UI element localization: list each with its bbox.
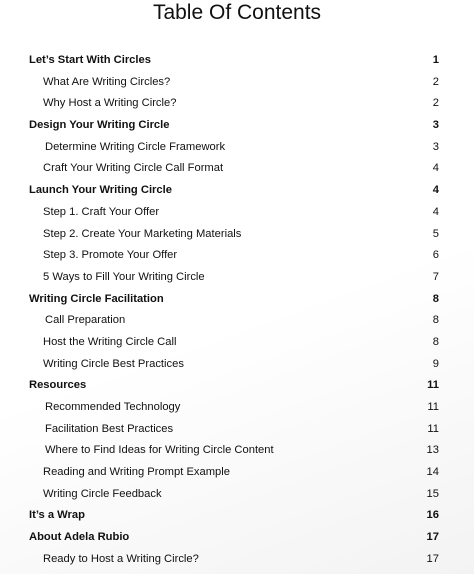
toc-page-number: 8 — [432, 314, 439, 327]
toc-subentry[interactable] — [0, 484, 474, 506]
toc-entry-label: Determine Writing Circle Framework — [45, 140, 226, 153]
toc-entry-label: Host the Writing Circle Call — [43, 335, 177, 348]
toc-entry-label: Reading and Writing Prompt Example — [43, 466, 230, 479]
toc-page-number: 15 — [426, 487, 439, 500]
toc-entry-label: Writing Circle Best Practices — [43, 357, 184, 370]
toc-section-entry[interactable] — [0, 115, 474, 137]
toc-page-number: 2 — [432, 97, 439, 110]
toc-page-number: 11 — [427, 401, 439, 413]
toc-entry-label: Call Preparation — [45, 314, 126, 327]
table-of-contents — [0, 50, 474, 571]
toc-page-number: 1 — [432, 54, 439, 66]
toc-page-number: 5 — [432, 227, 439, 240]
toc-entry-label: Resources — [29, 379, 87, 392]
toc-section-entry[interactable] — [0, 527, 474, 549]
toc-page-number: 11 — [427, 422, 439, 435]
toc-subentry[interactable] — [0, 267, 474, 289]
toc-section-entry[interactable] — [0, 289, 474, 311]
toc-subentry[interactable] — [0, 72, 474, 94]
toc-page-number: 6 — [432, 249, 439, 262]
toc-page-number: 4 — [432, 205, 439, 218]
toc-subentry[interactable] — [0, 93, 474, 115]
toc-entry-label: What Are Writing Circles? — [43, 75, 171, 88]
toc-page-number: 14 — [426, 466, 439, 479]
toc-subentry[interactable] — [0, 419, 474, 441]
toc-page-number: 3 — [432, 119, 439, 132]
toc-page-number: 7 — [432, 270, 439, 283]
toc-entry-label: Step 2. Create Your Marketing Materials — [43, 227, 242, 240]
toc-entry-label: Facilitation Best Practices — [45, 422, 174, 435]
toc-entry-label: About Adela Rubio — [29, 531, 130, 544]
toc-page-number: 9 — [432, 357, 439, 370]
toc-entry-label: Writing Circle Facilitation — [29, 292, 164, 305]
toc-section-entry[interactable] — [0, 375, 474, 397]
toc-entry-label: Writing Circle Feedback — [43, 487, 162, 500]
toc-entry-label: Step 3. Promote Your Offer — [43, 249, 178, 262]
toc-entry-label: Launch Your Writing Circle — [29, 184, 172, 197]
toc-subentry[interactable] — [0, 137, 474, 159]
toc-page-number: 8 — [432, 292, 439, 305]
toc-subentry[interactable] — [0, 224, 474, 246]
toc-page-number: 4 — [432, 162, 439, 175]
toc-page-number: 17 — [426, 552, 439, 565]
toc-page-number: 13 — [426, 444, 439, 457]
toc-entry-label: Design Your Writing Circle — [29, 119, 170, 132]
toc-page-number: 3 — [432, 140, 439, 153]
toc-page-number: 2 — [432, 75, 439, 88]
toc-page-number: 8 — [432, 335, 439, 348]
toc-entry-label: Where to Find Ideas for Writing Circle Content — [45, 444, 274, 457]
toc-subentry[interactable] — [0, 332, 474, 354]
toc-subentry[interactable] — [0, 245, 474, 267]
toc-page-number: 16 — [426, 509, 439, 522]
toc-entry-label: Craft Your Writing Circle Call Format — [43, 162, 224, 175]
page-title: Table Of Contents — [152, 1, 322, 24]
toc-entry-label: It’s a Wrap — [29, 509, 85, 522]
toc-section-entry[interactable] — [0, 180, 474, 202]
toc-entry-label: Step 1. Craft Your Offer — [43, 205, 160, 218]
toc-entry-label: Ready to Host a Writing Circle? — [43, 552, 199, 565]
toc-subentry[interactable] — [0, 549, 474, 571]
toc-subentry[interactable] — [0, 158, 474, 180]
toc-page-number: 17 — [426, 531, 439, 544]
toc-subentry[interactable] — [0, 354, 474, 376]
toc-page-number: 4 — [432, 184, 439, 197]
toc-subentry[interactable] — [0, 397, 474, 419]
toc-entry-label: 5 Ways to Fill Your Writing Circle — [43, 270, 205, 283]
toc-entry-label: Let’s Start With Circles — [29, 54, 151, 66]
toc-section-entry[interactable] — [0, 505, 474, 527]
toc-entry-label: Why Host a Writing Circle? — [43, 97, 177, 110]
toc-subentry[interactable] — [0, 202, 474, 224]
toc-page-number: 11 — [427, 379, 439, 392]
toc-subentry[interactable] — [0, 462, 474, 484]
toc-entry-label: Recommended Technology — [45, 401, 181, 413]
toc-section-entry[interactable] — [0, 50, 474, 72]
toc-subentry[interactable] — [0, 440, 474, 462]
toc-subentry[interactable] — [0, 310, 474, 332]
